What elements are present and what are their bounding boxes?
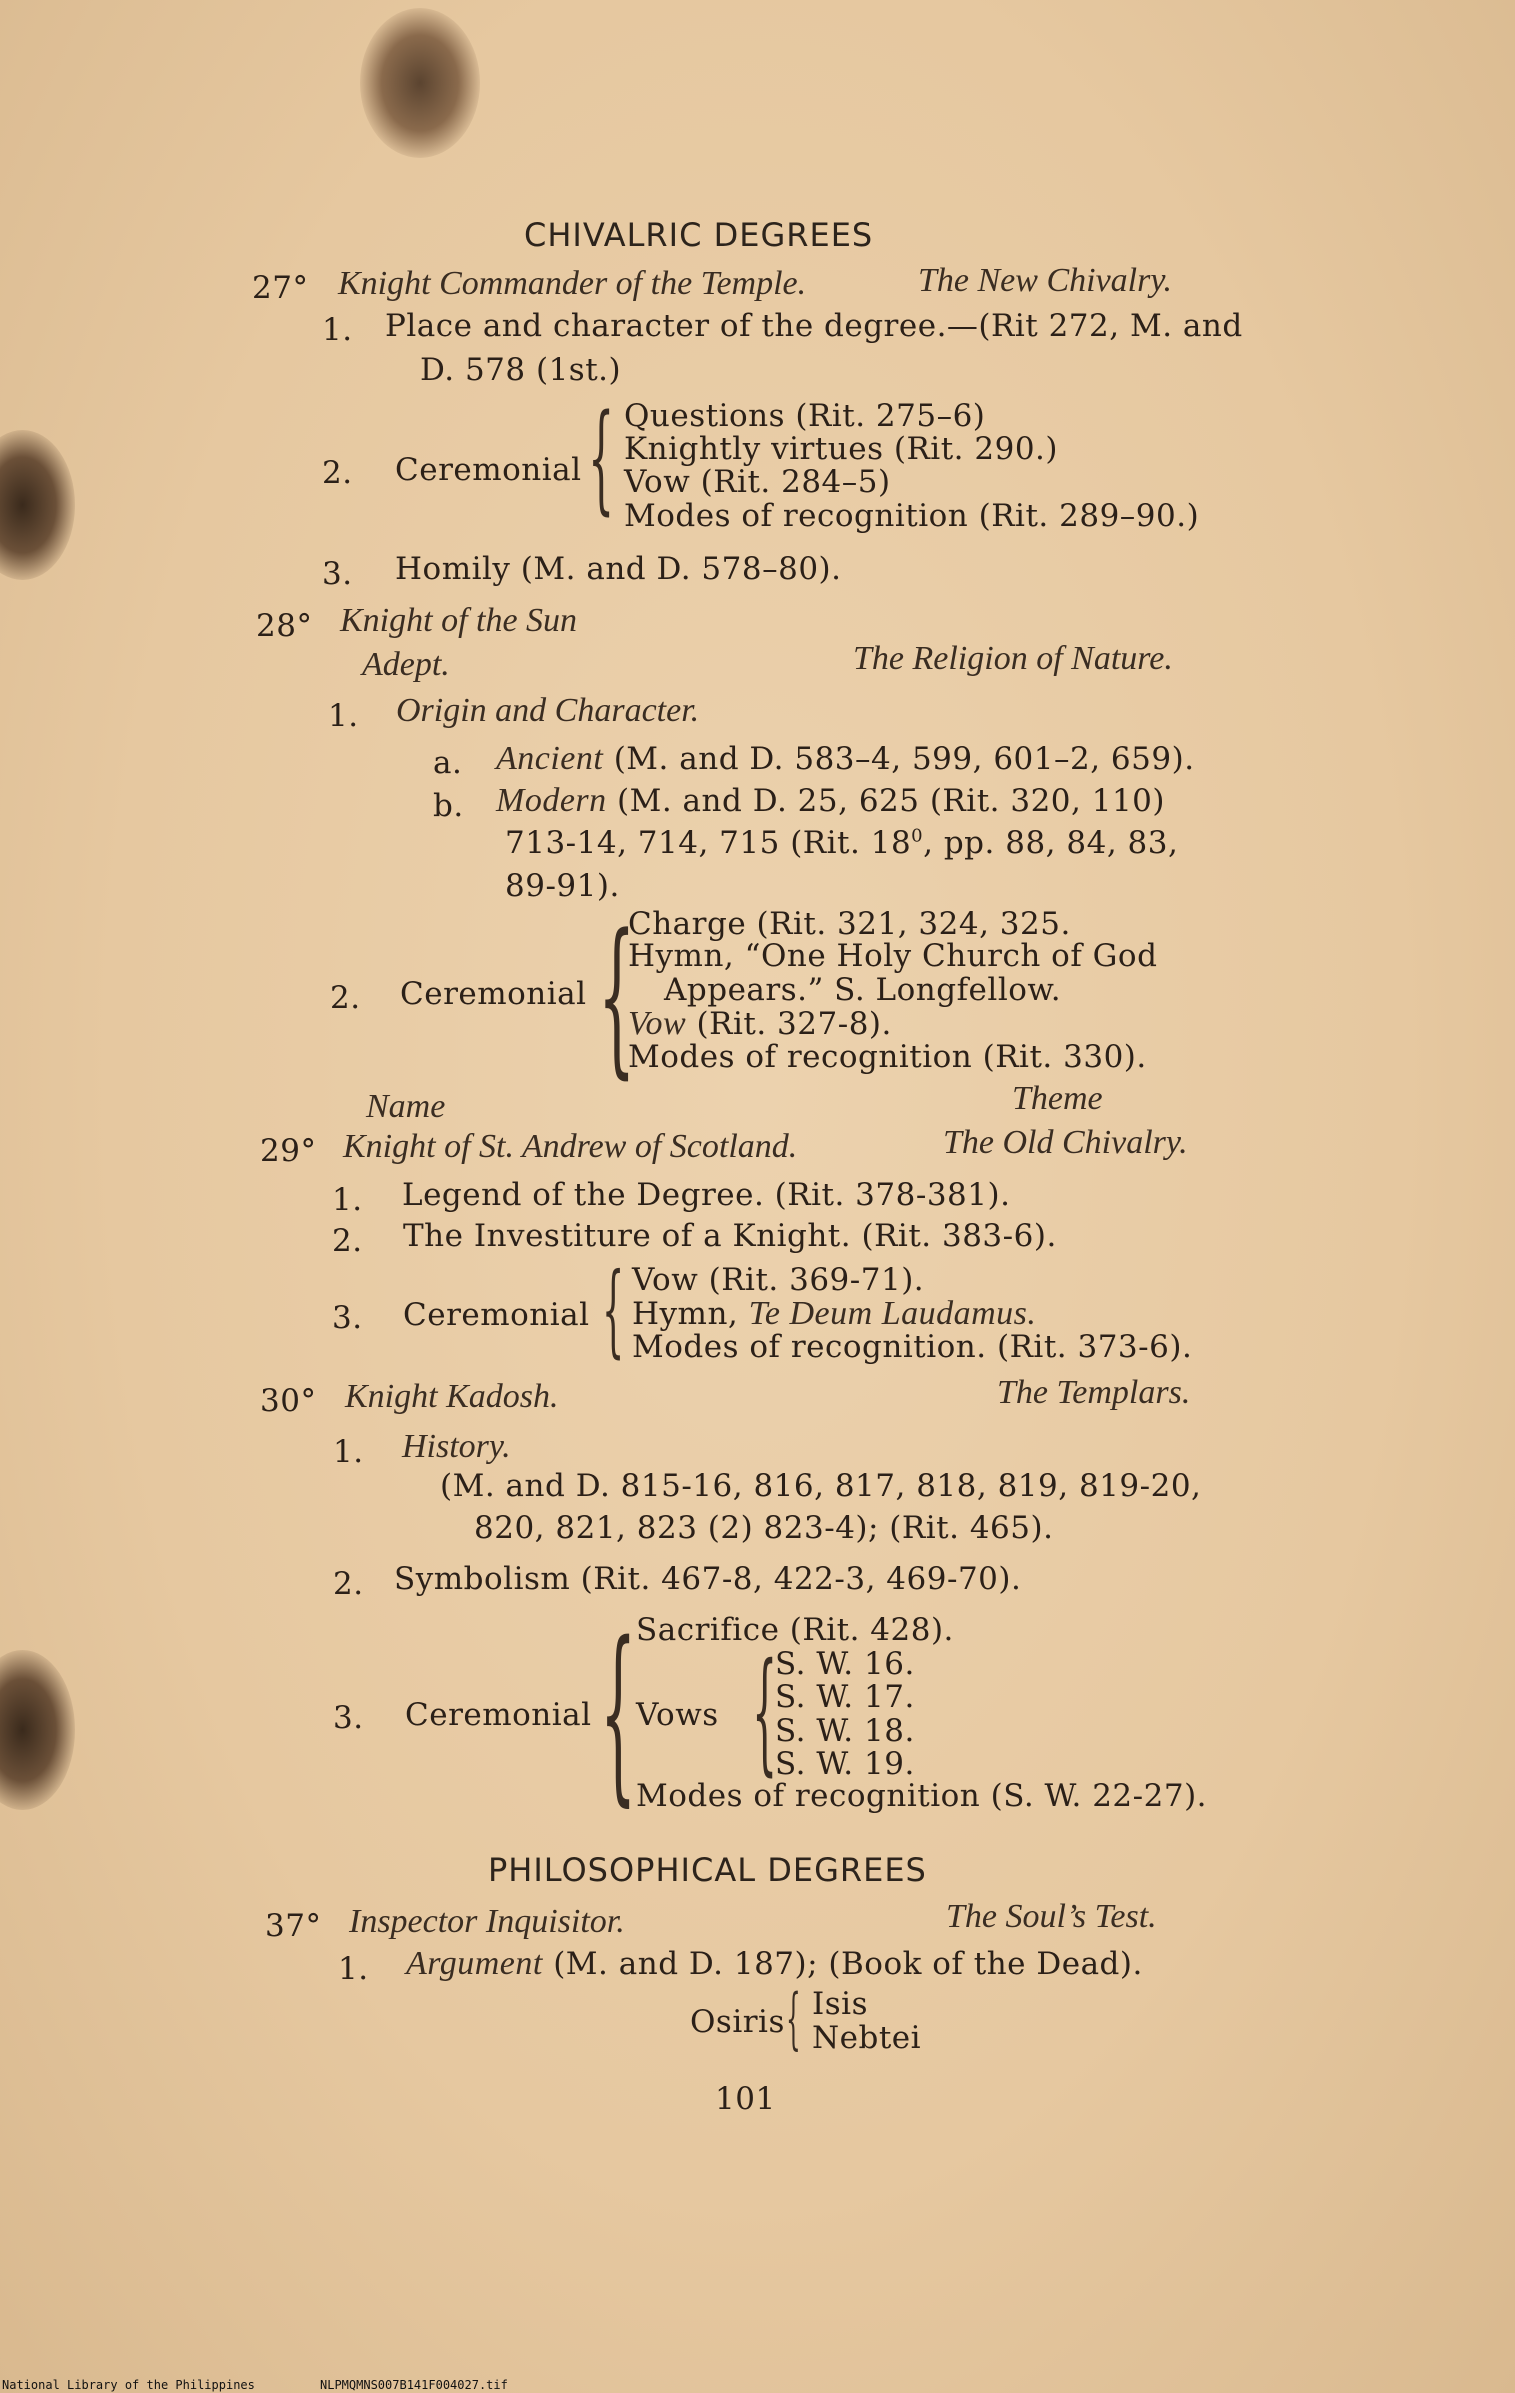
degree-30-item-1-ref-2: 820, 821, 823 (2) 823-4); (Rit. 465). xyxy=(474,1510,1054,1546)
degree-29-item-1-text: Legend of the Degree. (Rit. 378-381). xyxy=(402,1177,1011,1213)
sub-b-title: Modern xyxy=(496,782,607,819)
brace: { xyxy=(588,388,615,526)
edge-damage-upper xyxy=(0,430,75,580)
brace: { xyxy=(752,1635,778,1789)
degree-27-item-3-text: Homily (M. and D. 578–80). xyxy=(395,551,842,587)
degree-30-number: 30° xyxy=(260,1383,317,1419)
column-label-name: Name xyxy=(366,1088,446,1125)
vow-entry: S. W. 19. xyxy=(775,1746,915,1782)
ink-stain-top xyxy=(360,8,480,158)
degree-29-number: 29° xyxy=(260,1133,317,1169)
brace: { xyxy=(786,1980,801,2057)
degree-28-number: 28° xyxy=(256,608,313,644)
vow-title: Vow xyxy=(628,1005,687,1042)
vow-entry: S. W. 16. xyxy=(775,1646,915,1682)
degree-27-theme: The New Chivalry. xyxy=(918,262,1173,299)
brace: { xyxy=(598,898,636,1094)
degree-27-item-3-number: 3. xyxy=(322,556,353,592)
degree-27-item-1-number: 1. xyxy=(322,312,353,348)
degree-28-sub-a-text xyxy=(496,740,1195,778)
degree-28-name: Knight of the Sun xyxy=(340,602,578,639)
section-heading-philosophical: PHILOSOPHICAL DEGREES xyxy=(488,1851,927,1889)
osiris-entry: Nebtei xyxy=(812,2020,922,2056)
degree-28-sub-b-label: b. xyxy=(433,788,464,824)
ceremonial-entry: Questions (Rit. 275–6) xyxy=(624,398,986,434)
degree-27-item-1-text: Place and character of the degree.—(Rit 272, M. and xyxy=(385,308,1243,344)
ceremonial-entry: Modes of recognition (Rit. 330). xyxy=(628,1039,1147,1075)
degree-30-item-3-number: 3. xyxy=(333,1700,364,1736)
degree-37-item-1-text xyxy=(406,1945,1143,1983)
degree-29-item-3-number: 3. xyxy=(332,1300,363,1336)
edge-damage-lower xyxy=(0,1650,75,1810)
ceremonial-entry: Modes of recognition (S. W. 22-27). xyxy=(636,1778,1208,1814)
ceremonial-entry: Charge (Rit. 321, 324, 325. xyxy=(628,906,1071,942)
degree-28-item-1-text: Origin and Character. xyxy=(396,692,700,729)
argument-ref: (M. and D. 187); (Book of the Dead). xyxy=(553,1946,1143,1982)
scan-footer-file: NLPMQMNS007B141F004027.tif xyxy=(320,2378,508,2392)
sub-b-cont-1b: , pp. 88, 84, 83, xyxy=(923,825,1179,861)
degree-27-number: 27° xyxy=(252,270,309,306)
ceremonial-entry xyxy=(628,1005,892,1043)
argument-title: Argument xyxy=(406,1945,543,1982)
degree-37-theme: The Soul’s Test. xyxy=(946,1898,1157,1935)
degree-37-item-1-number: 1. xyxy=(338,1951,369,1987)
degree-30-item-1-number: 1. xyxy=(333,1434,364,1470)
degree-28-name-cont: Adept. xyxy=(362,646,450,683)
scan-footer-library: National Library of the Philippines xyxy=(2,2378,255,2392)
degree-29-name: Knight of St. Andrew of Scotland. xyxy=(343,1128,798,1165)
degree-28-sub-b-text xyxy=(496,782,1165,820)
sub-a-title: Ancient xyxy=(496,740,604,777)
degree-37-number: 37° xyxy=(265,1908,322,1944)
page-number: 101 xyxy=(715,2081,776,2117)
brace: { xyxy=(602,1251,625,1368)
section-heading-chivalric: CHIVALRIC DEGREES xyxy=(524,216,874,254)
column-label-theme: Theme xyxy=(1012,1080,1103,1117)
ceremonial-entry: Knightly virtues (Rit. 290.) xyxy=(624,431,1058,467)
degree-28-sub-b-cont-2: 89-91). xyxy=(505,868,620,904)
ceremonial-entry: Hymn, “One Holy Church of God xyxy=(628,938,1158,974)
ceremonial-entry: Modes of recognition. (Rit. 373-6). xyxy=(632,1329,1193,1365)
degree-29-ceremonial-label: Ceremonial xyxy=(403,1297,590,1333)
degree-29-item-1-number: 1. xyxy=(332,1182,363,1218)
vow-ref: (Rit. 327-8). xyxy=(696,1006,892,1042)
vow-entry: S. W. 17. xyxy=(775,1679,915,1715)
vows-label: Vows xyxy=(636,1697,719,1733)
brace: { xyxy=(600,1602,637,1823)
sub-b-cont-1a: 713-14, 714, 715 (Rit. 18 xyxy=(505,825,912,861)
degree-30-item-1-text: History. xyxy=(402,1428,511,1465)
degree-27-ceremonial-label: Ceremonial xyxy=(395,452,582,488)
osiris-label: Osiris xyxy=(690,2004,785,2040)
degree-30-item-1-ref-1: (M. and D. 815-16, 816, 817, 818, 819, 819-20, xyxy=(440,1468,1202,1504)
ceremonial-entry: Vow (Rit. 284–5) xyxy=(624,464,891,500)
degree-30-ceremonial-label: Ceremonial xyxy=(405,1697,592,1733)
degree-27-name: Knight Commander of the Temple. xyxy=(338,265,807,302)
degree-37-name: Inspector Inquisitor. xyxy=(349,1903,625,1940)
degree-30-name: Knight Kadosh. xyxy=(345,1378,559,1415)
degree-27-item-2-number: 2. xyxy=(322,455,353,491)
degree-28-sub-b-cont-1 xyxy=(505,825,1178,861)
degree-29-item-2-text: The Investiture of a Knight. (Rit. 383-6). xyxy=(403,1218,1057,1254)
degree-27-item-1-text-cont: D. 578 (1st.) xyxy=(420,352,622,388)
degree-29-item-2-number: 2. xyxy=(332,1223,363,1259)
degree-28-item-1-number: 1. xyxy=(328,698,359,734)
degree-28-ceremonial-label: Ceremonial xyxy=(400,976,587,1012)
ceremonial-entry: Vow (Rit. 369-71). xyxy=(632,1262,925,1298)
hymn-title: Te Deum Laudamus. xyxy=(748,1295,1037,1332)
sub-a-ref: (M. and D. 583–4, 599, 601–2, 659). xyxy=(613,741,1195,777)
ceremonial-entry xyxy=(632,1295,1036,1333)
degree-28-theme: The Religion of Nature. xyxy=(853,640,1173,677)
vow-entry: S. W. 18. xyxy=(775,1713,915,1749)
osiris-entry: Isis xyxy=(812,1986,868,2022)
ceremonial-entry: Modes of recognition (Rit. 289–90.) xyxy=(624,498,1200,534)
ceremonial-entry: Sacrifice (Rit. 428). xyxy=(636,1612,954,1648)
degree-28-item-2-number: 2. xyxy=(330,980,361,1016)
degree-28-sub-a-label: a. xyxy=(433,745,463,781)
degree-30-item-2-number: 2. xyxy=(333,1566,364,1602)
superscript: 0 xyxy=(911,825,924,847)
ceremonial-entry: Appears.” S. Longfellow. xyxy=(664,972,1062,1008)
degree-30-theme: The Templars. xyxy=(997,1374,1191,1411)
hymn-label: Hymn, xyxy=(632,1296,739,1332)
degree-29-theme: The Old Chivalry. xyxy=(943,1124,1188,1161)
degree-30-item-2-text: Symbolism (Rit. 467-8, 422-3, 469-70). xyxy=(394,1561,1022,1597)
sub-b-ref: (M. and D. 25, 625 (Rit. 320, 110) xyxy=(617,783,1165,819)
